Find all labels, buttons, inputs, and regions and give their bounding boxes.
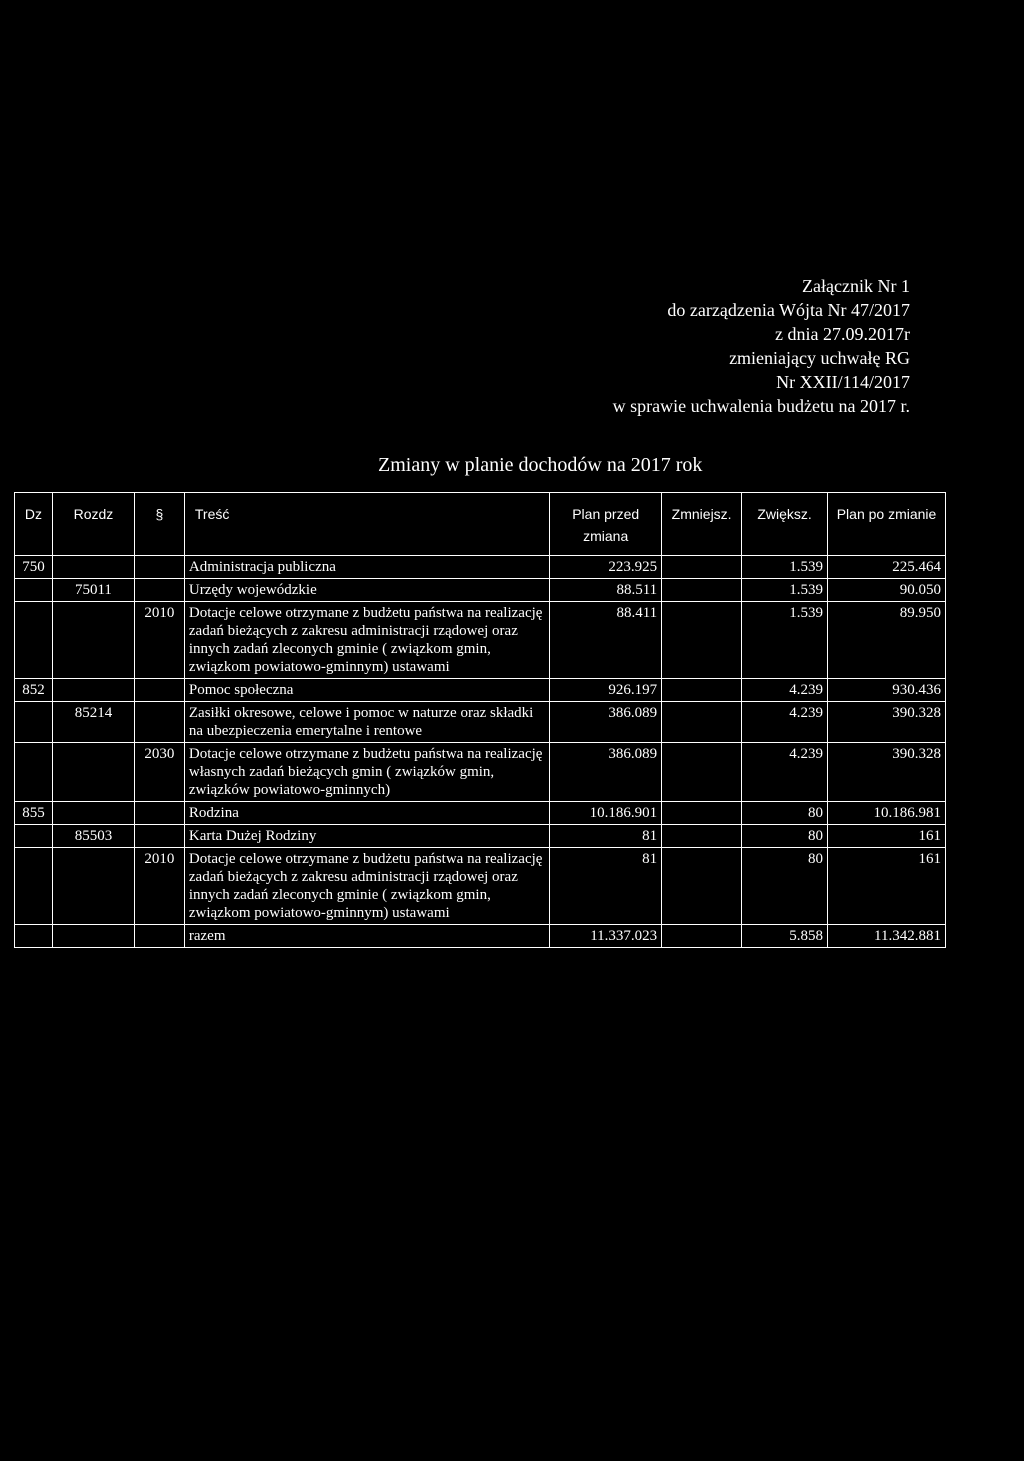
cell-dz: [15, 848, 53, 925]
header-line-1: Załącznik Nr 1: [802, 276, 910, 296]
cell-rozdz: [52, 743, 134, 802]
cell-tresc: Karta Dużej Rodziny: [184, 825, 549, 848]
cell-zmniejsz: [662, 743, 742, 802]
cell-dz: [15, 579, 53, 602]
cell-tresc: Dotacje celowe otrzymane z budżetu państwa na realizację własnych zadań bieżących gmin ( związków gmin, związków powiatowo-gminnych): [184, 743, 549, 802]
cell-par: [134, 702, 184, 743]
cell-par: [134, 679, 184, 702]
cell-rozdz: 75011: [52, 579, 134, 602]
table-total-row: [15, 925, 946, 948]
cell-zwieksz: 4.239: [742, 679, 828, 702]
cell-rozdz: [52, 925, 134, 948]
cell-plan-po: 90.050: [828, 579, 946, 602]
cell-zmniejsz: [662, 679, 742, 702]
cell-dz: [15, 602, 53, 679]
cell-rozdz: 85214: [52, 702, 134, 743]
cell-plan-przed: 223.925: [550, 556, 662, 579]
cell-rozdz: [52, 602, 134, 679]
cell-zmniejsz: [662, 702, 742, 743]
cell-rozdz: [52, 679, 134, 702]
cell-dz: 750: [15, 556, 53, 579]
header-line-3: z dnia 27.09.2017r: [775, 324, 910, 344]
cell-tresc: Pomoc społeczna: [184, 679, 549, 702]
table-row: [15, 579, 946, 602]
cell-plan-przed: 88.511: [550, 579, 662, 602]
cell-tresc-total: razem: [184, 925, 549, 948]
cell-plan-po: 930.436: [828, 679, 946, 702]
table-row: [15, 802, 946, 825]
header-paragraph: §: [134, 493, 184, 556]
table-header-row: [15, 493, 946, 556]
budget-changes-table: [14, 492, 946, 948]
cell-par: [134, 802, 184, 825]
cell-plan-przed: 81: [550, 848, 662, 925]
cell-dz: 855: [15, 802, 53, 825]
header-plan-przed: Plan przed zmiana: [550, 493, 662, 556]
cell-zmniejsz: [662, 825, 742, 848]
header-line-6: w sprawie uchwalenia budżetu na 2017 r.: [612, 396, 910, 416]
cell-dz: [15, 743, 53, 802]
cell-plan-przed: 81: [550, 825, 662, 848]
cell-dz: [15, 702, 53, 743]
cell-zmniejsz-total: [662, 925, 742, 948]
cell-plan-przed-total: 11.337.023: [550, 925, 662, 948]
cell-tresc: Rodzina: [184, 802, 549, 825]
cell-plan-przed: 926.197: [550, 679, 662, 702]
cell-dz: 852: [15, 679, 53, 702]
cell-rozdz: [52, 848, 134, 925]
cell-tresc: Urzędy wojewódzkie: [184, 579, 549, 602]
table-row: [15, 702, 946, 743]
table-row: [15, 743, 946, 802]
cell-zwieksz: 1.539: [742, 579, 828, 602]
cell-zmniejsz: [662, 556, 742, 579]
cell-zwieksz: 80: [742, 825, 828, 848]
cell-par: 2030: [134, 743, 184, 802]
table-row: [15, 602, 946, 679]
cell-plan-przed: 10.186.901: [550, 802, 662, 825]
header-tresc: Treść: [184, 493, 549, 556]
cell-dz: [15, 925, 53, 948]
cell-zwieksz: 1.539: [742, 556, 828, 579]
header-line-2: do zarządzenia Wójta Nr 47/2017: [667, 300, 910, 320]
cell-tresc: Dotacje celowe otrzymane z budżetu państwa na realizację zadań bieżących z zakresu administracji rządowej oraz innych zadań zleconych gminie ( związkom gmin, związkom powiatowo-gminnym) ustawami: [184, 602, 549, 679]
table-row: [15, 556, 946, 579]
document-title: Zmiany w planie dochodów na 2017 rok: [378, 454, 703, 476]
cell-zwieksz: 80: [742, 802, 828, 825]
cell-tresc: Zasiłki okresowe, celowe i pomoc w naturze oraz składki na ubezpieczenia emerytalne i rentowe: [184, 702, 549, 743]
cell-zwieksz: 1.539: [742, 602, 828, 679]
header-plan-po: Plan po zmianie: [828, 493, 946, 556]
cell-zmniejsz: [662, 602, 742, 679]
cell-plan-przed: 88.411: [550, 602, 662, 679]
cell-plan-po: 225.464: [828, 556, 946, 579]
cell-zmniejsz: [662, 579, 742, 602]
cell-par: [134, 556, 184, 579]
table-row: [15, 848, 946, 925]
cell-rozdz: 85503: [52, 825, 134, 848]
attachment-header: [380, 274, 910, 418]
header-zmniejsz: Zmniejsz.: [662, 493, 742, 556]
cell-rozdz: [52, 556, 134, 579]
cell-plan-po: 161: [828, 848, 946, 925]
cell-tresc: Administracja publiczna: [184, 556, 549, 579]
cell-zmniejsz: [662, 802, 742, 825]
cell-zmniejsz: [662, 848, 742, 925]
header-rozdz: Rozdz: [52, 493, 134, 556]
cell-zwieksz: 4.239: [742, 702, 828, 743]
cell-par: 2010: [134, 848, 184, 925]
cell-dz: [15, 825, 53, 848]
header-line-4: zmieniający uchwałę RG: [729, 348, 910, 368]
cell-par: [134, 925, 184, 948]
cell-plan-po-total: 11.342.881: [828, 925, 946, 948]
cell-plan-po: 390.328: [828, 702, 946, 743]
cell-zwieksz: 80: [742, 848, 828, 925]
cell-plan-po: 89.950: [828, 602, 946, 679]
cell-tresc: Dotacje celowe otrzymane z budżetu państwa na realizację zadań bieżących z zakresu administracji rządowej oraz innych zadań zleconych gminie ( związkom gmin, związkom powiatowo-gminnym) ustawami: [184, 848, 549, 925]
cell-rozdz: [52, 802, 134, 825]
cell-plan-po: 10.186.981: [828, 802, 946, 825]
cell-plan-przed: 386.089: [550, 743, 662, 802]
table-row: [15, 825, 946, 848]
cell-plan-przed: 386.089: [550, 702, 662, 743]
cell-par: [134, 579, 184, 602]
cell-plan-po: 390.328: [828, 743, 946, 802]
cell-par: 2010: [134, 602, 184, 679]
cell-plan-po: 161: [828, 825, 946, 848]
header-line-5: Nr XXII/114/2017: [776, 372, 910, 392]
cell-zwieksz-total: 5.858: [742, 925, 828, 948]
cell-par: [134, 825, 184, 848]
cell-zwieksz: 4.239: [742, 743, 828, 802]
header-dz: Dz: [15, 493, 53, 556]
table-row: [15, 679, 946, 702]
header-zwieksz: Zwiększ.: [742, 493, 828, 556]
